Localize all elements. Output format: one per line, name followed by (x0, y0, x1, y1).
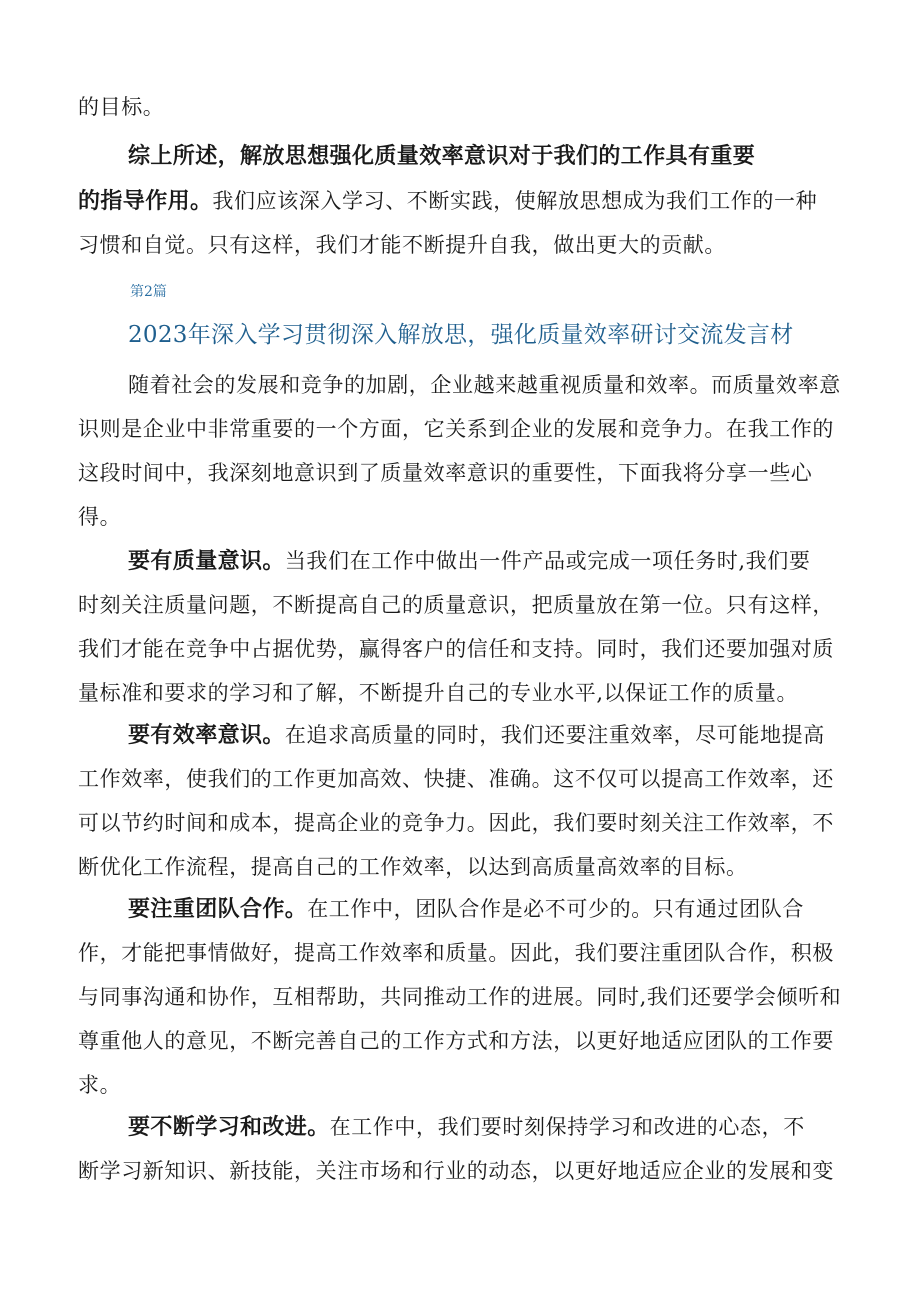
summary-heading-line-1: 综上所述，解放思想强化质量效率意识对于我们的工作具有重要 (128, 144, 756, 169)
p3-line-1 (128, 720, 825, 751)
p5-line-1-text: 在工作中，我们要时刻保持学习和改进的心态，不 (329, 1115, 805, 1139)
p2-line-4: 量标准和要求的学习和了解，不断提升自己的专业水平,以保证工作的质量。 (78, 681, 799, 705)
p5-heading: 要不断学习和改进。 (128, 1115, 330, 1140)
p3-line-2: 工作效率，使我们的工作更加高效、快捷、准确。这不仅可以提高工作效率，还 (78, 767, 834, 791)
summary-line-3: 习惯和自觉。只有这样，我们才能不断提升自我，做出更大的贡献。 (78, 233, 726, 257)
p1-line-1: 随着社会的发展和竞争的加剧，企业越来越重视质量和效率。而质量效率意 (128, 373, 841, 397)
summary-line-2 (78, 186, 817, 217)
p2-line-1 (128, 546, 811, 577)
p4-line-1 (128, 894, 804, 925)
summary-line-2-text: 我们应该深入学习、不断实践，使解放思想成为我们工作的一种 (212, 189, 818, 213)
p4-line-4: 尊重他人的意见，不断完善自己的工作方式和方法，以更好地适应团队的工作要 (78, 1029, 834, 1053)
p2-line-2: 时刻关注质量问题，不断提高自己的质量意识，把质量放在第一位。只有这样， (78, 593, 834, 617)
intro-line: 的目标。 (78, 95, 165, 119)
p4-line-5: 求。 (78, 1073, 122, 1097)
p3-line-3: 可以节约时间和成本，提高企业的竞争力。因此，我们要时刻关注工作效率，不 (78, 811, 834, 835)
p3-heading: 要有效率意识。 (128, 723, 285, 748)
document-title: 2023年深入学习贯彻深入解放思，强化质量效率研讨交流发言材 (128, 322, 794, 348)
p5-line-2: 断学习新知识、新技能，关注市场和行业的动态，以更好地适应企业的发展和变 (78, 1159, 834, 1183)
p4-line-1-text: 在工作中，团队合作是必不可少的。只有通过团队合 (307, 897, 805, 921)
section-label: 第2篇 (130, 284, 167, 300)
p4-heading: 要注重团队合作。 (128, 897, 308, 922)
p2-heading: 要有质量意识。 (128, 549, 285, 574)
p3-line-1-text: 在追求高质量的同时，我们还要注重效率，尽可能地提高 (284, 723, 825, 747)
p4-line-2: 作，才能把事情做好，提高工作效率和质量。因此，我们要注重团队合作，积极 (78, 941, 834, 965)
p1-line-3: 这段时间中，我深刻地意识到了质量效率意识的重要性，下面我将分享一些心 (78, 461, 813, 485)
p2-line-1-text: 当我们在工作中做出一件产品或完成一项任务时,我们要 (284, 549, 811, 573)
summary-heading-end: 的指导作用。 (78, 189, 213, 214)
p1-line-4: 得。 (78, 505, 122, 529)
p4-line-3: 与同事沟通和协作，互相帮助，共同推动工作的进展。同时,我们还要学会倾听和 (78, 985, 842, 1009)
p1-line-2: 识则是企业中非常重要的一个方面，它关系到企业的发展和竞争力。在我工作的 (78, 417, 834, 441)
p5-line-1 (128, 1112, 805, 1143)
p3-line-4: 断优化工作流程，提高自己的工作效率，以达到高质量高效率的目标。 (78, 855, 748, 879)
p2-line-3: 我们才能在竞争中占据优势，赢得客户的信任和支持。同时，我们还要加强对质 (78, 637, 834, 661)
